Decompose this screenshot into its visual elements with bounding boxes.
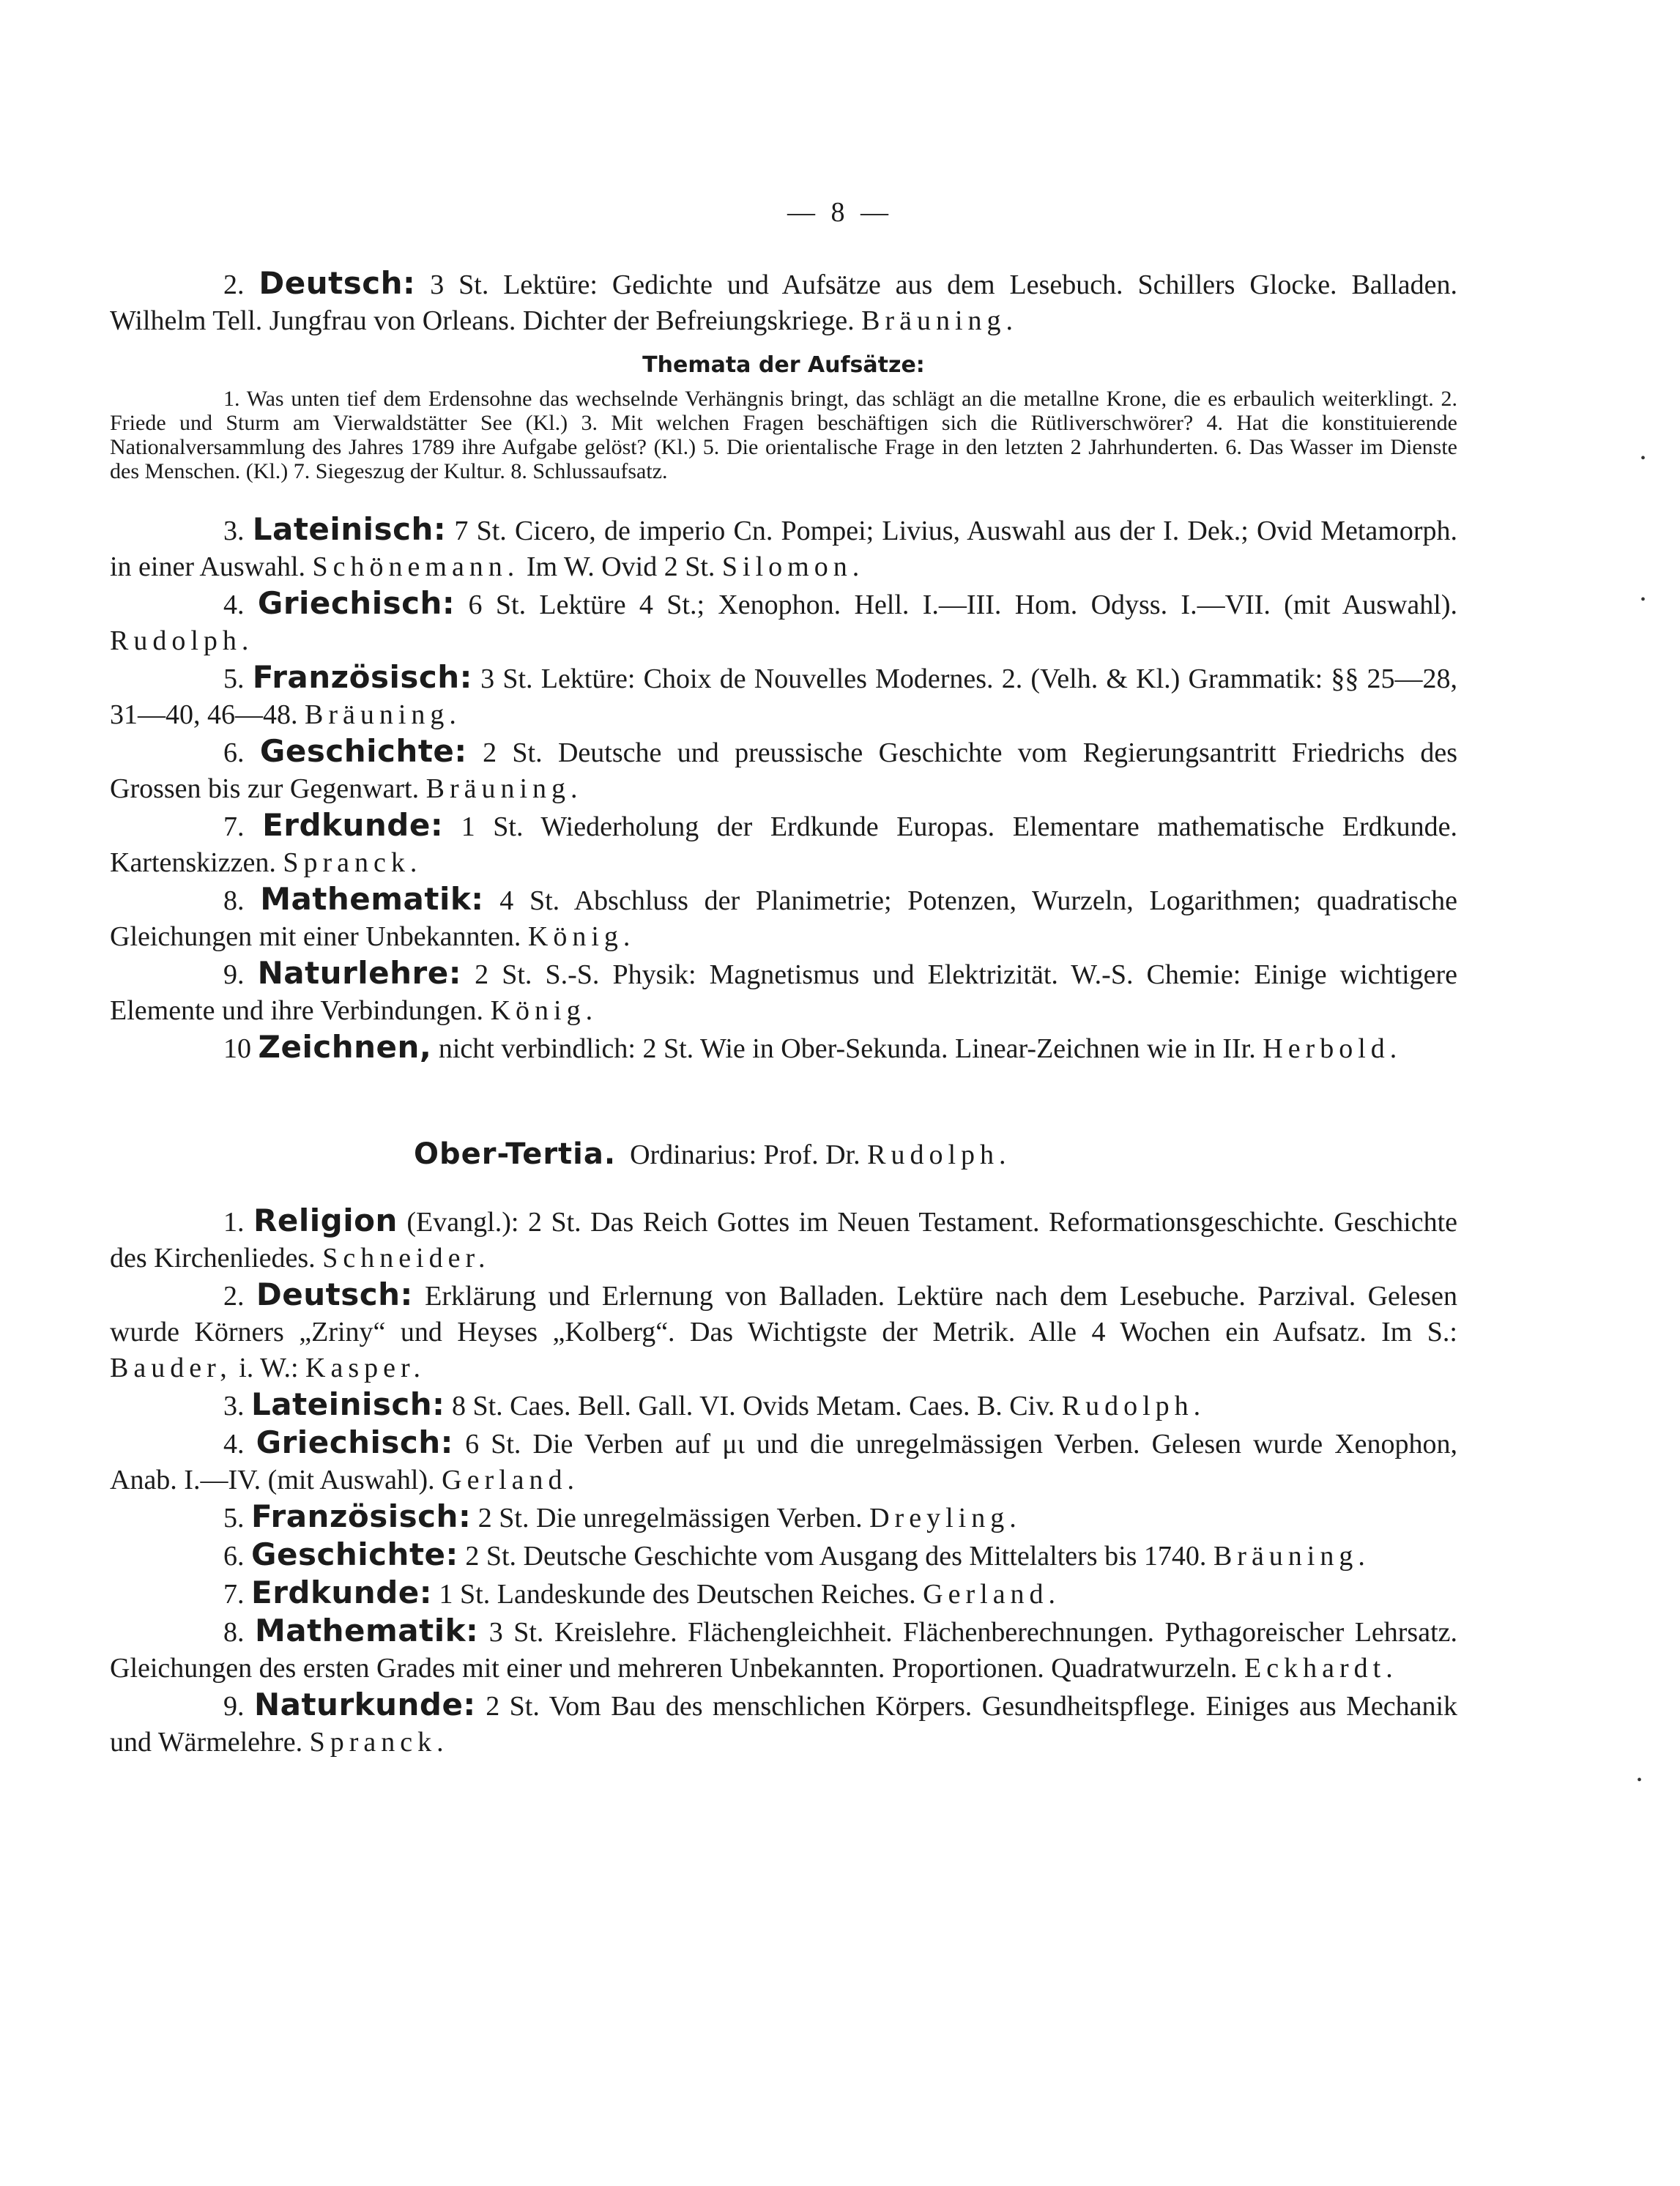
subject-heading: Mathematik:	[260, 881, 484, 917]
entry-mathematik-2: 8. Mathematik: 3 St. Kreislehre. Flächengleichheit. Flächenberechnungen. Pythagoreischer Lehrsatz. Gleichungen des ersten Grades mit einer und mehreren Unbekannten. Proportionen. Quadratwurzeln. Eckhardt.	[110, 1613, 1457, 1684]
entry-religion: 1. Religion (Evangl.): 2 St. Das Reich Gottes im Neuen Testament. Reformationsgeschichte. Geschichte des Kirchenliedes. Schneider.	[110, 1202, 1458, 1274]
themata-list: 1. Was unten tief dem Erdensohne das wechselnde Verhängnis bringt, das schlägt an die metallne Krone, die es erbaulich weiterklingt. 2. Friede und Sturm am Vierwaldstätter See (Kl.) 3. Mit welchen Fragen beschäftigen sich die Rütliverschwörer? 4. Hat die konstituierende Nationalversammlung des Jahres 1789 ihre Aufgabe gelöst? (Kl.) 5. Die orientalische Frage in den letzten 2 Jahrhunderten. 6. Das Wasser im Dienste des Menschen. (Kl.) 7. Siegeszug der Kultur. 8. Schlussaufsatz.	[110, 387, 1457, 483]
teacher-name: Rudolph.	[110, 625, 254, 656]
entry-deutsch: 2. Deutsch: 3 St. Lektüre: Gedichte und Aufsätze aus dem Lesebuch. Schillers Glocke. Balladen. Wilhelm Tell. Jungfrau von Orleans. Dichter der Befreiungskriege. Bräuning.	[110, 265, 1458, 336]
scan-speck: •	[1640, 592, 1646, 608]
teacher-name: Bräuning.	[425, 773, 583, 804]
entry-erdkunde-2: 7. Erdkunde: 1 St. Landeskunde des Deutschen Reiches. Gerland.	[223, 1575, 1061, 1610]
subject-heading: Naturkunde:	[253, 1687, 476, 1722]
teacher-name: Kasper.	[305, 1353, 426, 1383]
entry-geschichte: 6. Geschichte: 2 St. Deutsche und preussische Geschichte vom Regierungsantritt Friedrichs des Grossen bis zur Gegenwart. Bräuning.	[110, 733, 1458, 804]
teacher-name: Rudolph.	[867, 1140, 1011, 1170]
entry-erdkunde: 7. Erdkunde: 1 St. Wiederholung der Erdkunde Europas. Elementare mathematische Erdkunde. Kartenskizzen. Spranck.	[110, 807, 1458, 878]
teacher-name: Bräuning.	[305, 699, 461, 730]
teacher-name: Bräuning.	[861, 305, 1019, 336]
page-number: — 8 —	[787, 197, 893, 228]
subject-heading: Erdkunde:	[251, 1575, 433, 1610]
scan-speck: •	[1640, 450, 1646, 466]
entry-naturkunde: 9. Naturkunde: 2 St. Vom Bau des menschlichen Körpers. Gesundheitspflege. Einiges aus Mechanik und Wärmelehre. Spranck.	[110, 1687, 1458, 1758]
entry-deutsch-2: 2. Deutsch: Erklärung und Erlernung von Balladen. Lektüre nach dem Lesebuche. Parzival. Gelesen wurde Körners „Zriny“ und Heyses „Kolberg“. Das Wichtigste der Metrik. Alle 4 Wochen ein Aufsatz. Im S.: Bauder, i. W.: Kasper.	[110, 1276, 1457, 1383]
teacher-name: Spranck.	[283, 847, 423, 878]
subject-heading: Französisch:	[251, 1498, 472, 1534]
entry-griechisch: 4. Griechisch: 6 St. Lektüre 4 St.; Xenophon. Hell. I.—III. Hom. Odyss. I.—VII. (mit Auswahl). Rudolph.	[110, 585, 1457, 656]
entry-geschichte-2: 6. Geschichte: 2 St. Deutsche Geschichte vom Ausgang des Mittelalters bis 1740. Bräuning.	[223, 1536, 1370, 1572]
teacher-name: König.	[527, 921, 636, 952]
teacher-name: Gerland.	[442, 1465, 580, 1495]
entry-mathematik: 8. Mathematik: 4 St. Abschluss der Planimetrie; Potenzen, Wurzeln, Logarithmen; quadratische Gleichungen mit einer Unbekannten. König.	[110, 881, 1458, 952]
subject-heading: Erdkunde:	[262, 807, 444, 843]
entry-franzoesisch: 5. Französisch: 3 St. Lektüre: Choix de Nouvelles Modernes. 2. (Velh. & Kl.) Grammatik: §§ 25—28, 31—40, 46—48. Bräuning.	[110, 659, 1458, 730]
subject-heading: Geschichte:	[259, 733, 467, 769]
section-title: Ober-Tertia.	[414, 1137, 617, 1171]
body-text	[110, 265, 1457, 1761]
themata-heading: Themata der Aufsätze:	[642, 352, 925, 378]
teacher-name: Bräuning.	[1213, 1541, 1370, 1572]
subject-heading: Deutsch:	[256, 1276, 413, 1312]
subject-heading: Lateinisch:	[251, 1386, 445, 1422]
teacher-name: Herbold.	[1263, 1033, 1402, 1064]
entry-lateinisch: 3. Lateinisch: 7 St. Cicero, de imperio Cn. Pompei; Livius, Auswahl aus der I. Dek.; Ovid Metamorph. in einer Auswahl. Schönemann. Im W. Ovid 2 St. Silomon.	[110, 511, 1458, 582]
subject-heading: Lateinisch:	[252, 511, 447, 547]
teacher-name: Eckhardt.	[1244, 1653, 1398, 1684]
subject-heading: Griechisch:	[257, 585, 456, 621]
entry-lateinisch-2: 3. Lateinisch: 8 St. Caes. Bell. Gall. VI. Ovids Metam. Caes. B. Civ. Rudolph.	[223, 1386, 1206, 1422]
subject-heading: Zeichnen,	[258, 1029, 432, 1065]
teacher-name: Silomon.	[721, 551, 865, 582]
teacher-name: Spranck.	[309, 1727, 449, 1758]
subject-heading: Französisch:	[252, 659, 472, 695]
teacher-name: König.	[490, 995, 598, 1026]
subject-heading: Naturlehre:	[257, 955, 462, 991]
entry-franzoesisch-2: 5. Französisch: 2 St. Die unregelmässigen Verben. Dreyling.	[223, 1498, 1022, 1534]
teacher-name: Schneider.	[322, 1243, 491, 1274]
teacher-name: Bauder,	[110, 1353, 232, 1383]
teacher-name: Schönemann.	[312, 551, 520, 582]
subject-heading: Deutsch:	[259, 265, 416, 301]
entry-zeichnen: 10 Zeichnen, nicht verbindlich: 2 St. Wie in Ober-Sekunda. Linear-Zeichnen wie in IIr. Herbold.	[223, 1029, 1402, 1065]
subject-heading: Geschichte:	[251, 1536, 458, 1572]
subject-heading: Religion	[253, 1202, 398, 1238]
subject-heading: Griechisch:	[256, 1424, 453, 1460]
scan-speck: •	[1637, 1772, 1643, 1788]
teacher-name: Gerland.	[923, 1579, 1061, 1610]
teacher-name: Dreyling.	[869, 1503, 1022, 1533]
entry-griechisch-2: 4. Griechisch: 6 St. Die Verben auf μι und die unregelmässigen Verben. Gelesen wurde Xenophon, Anab. I.—IV. (mit Auswahl). Gerland.	[110, 1424, 1458, 1495]
section-heading-ober-tertia: Ober-Tertia. Ordinarius: Prof. Dr. Rudolph.	[414, 1137, 1011, 1171]
subject-heading: Mathematik:	[254, 1613, 479, 1648]
teacher-name: Rudolph.	[1061, 1391, 1206, 1421]
entry-naturlehre: 9. Naturlehre: 2 St. S.-S. Physik: Magnetismus und Elektrizität. W.-S. Chemie: Einige wichtigere Elemente und ihre Verbindungen. König.	[110, 955, 1458, 1026]
